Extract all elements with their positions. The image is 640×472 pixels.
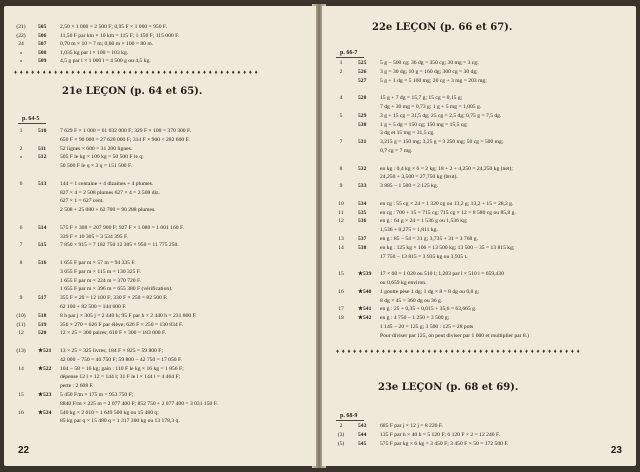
problem-number: 533 bbox=[358, 183, 367, 190]
solution-text: 24,250 + 3,500 = 27,750 kg (brut). bbox=[380, 174, 458, 181]
exercise-ref: 9 bbox=[19, 295, 23, 302]
problem-number: 534 bbox=[358, 200, 367, 207]
ornament-divider: ♦ ♦ ♦ ♦ ♦ ♦ ♦ ♦ ♦ ♦ ♦ ♦ ♦ ♦ ♦ ♦ ♦ ♦ ♦ ♦ ♦ ♦ ♦ ♦ ♦ ♦ ♦ ♦ ♦ ♦ ♦ ♦ ♦ ♦ ♦ ♦ ♦ ♦ ♦ ♦ ♦ ♦ ♦ bbox=[336, 349, 581, 355]
solution-text: 15 g + 7 dg = 15,7 g; 15 cg = 0,15 g; bbox=[380, 95, 463, 102]
solution-text: 827 × 4 = 2 508 plumes 627 × 4 = 2 508 diz. bbox=[60, 189, 160, 196]
problem-number: 507 bbox=[38, 41, 47, 48]
problem-number: 538 bbox=[358, 244, 367, 251]
exercise-ref: 12 bbox=[338, 218, 344, 225]
problem-number: 545 bbox=[358, 440, 367, 447]
section-label-top: p. 66-7 bbox=[340, 50, 358, 56]
solution-text: 5 g + 1 dg = 5 100 mg; 20 cg + 3 mg = 203 mg; bbox=[380, 77, 487, 84]
exercise-ref: 13 bbox=[338, 236, 344, 242]
section-label: p. 64-5 bbox=[22, 116, 40, 122]
solution-text: en cg : 700 + 15 = 715 cg; 715 cg × 12 = 8 580 cg ou 85,8 g. bbox=[380, 209, 516, 216]
solution-text: en g : 85 − 54 = 31 g; 3,735 + 31 = 3 768 g. bbox=[380, 236, 478, 242]
lesson-title-bottom: 23e LEÇON (p. 68 et 69). bbox=[378, 382, 519, 393]
solution-text: Pour diviser par 125, on peut diviser par 1 000 et multiplier par 8.) bbox=[380, 332, 529, 339]
solution-text: 135 F par h × 40 h = 5 120 F; 6 120 F × 2 = 12 240 F. bbox=[380, 431, 501, 438]
problem-number: ★521 bbox=[38, 348, 52, 354]
solution-text: 575 F par kg × 6 kg = 3 450 F; 3 450 F × 50 = 172 500 F. bbox=[380, 440, 509, 447]
solution-text: 1 g + 5 dg = 150 cg; 150 mg = 15,5 cg; bbox=[380, 121, 468, 128]
page-number: 23 bbox=[610, 445, 622, 456]
problem-number: 510 bbox=[38, 128, 47, 134]
solution-text: ou 0,659 kg environ. bbox=[380, 280, 427, 286]
solution-text: 7 850 × 915 = 7 182 750 12 305 × 950 = 11 775 250. bbox=[60, 242, 179, 249]
problem-number: ★524 bbox=[38, 409, 52, 416]
solution-text: 1 655 F par m × 396 m = 655 380 F (vérification). bbox=[60, 286, 173, 293]
problem-number: 506 bbox=[38, 32, 47, 39]
problem-number: 528 bbox=[358, 95, 367, 102]
exercise-ref: » bbox=[19, 58, 23, 65]
exercise-ref: (10) bbox=[16, 312, 26, 319]
problem-number: 514 bbox=[38, 224, 47, 231]
solution-text: 3 g = 30 dg; 10 g = 160 dg; 300 cg = 30 dg; bbox=[380, 68, 478, 75]
exercise-ref: (5) bbox=[337, 440, 345, 447]
solution-text: 1 goutte pèse 1 dg; 1 dg × 8 = 8 dg ou 0,8 g; bbox=[380, 288, 480, 295]
problem-number: 543 bbox=[358, 423, 367, 429]
solution-text: 3 885 − 1 500 = 2 125 kg. bbox=[380, 183, 439, 190]
solution-text: en g : 4 750 − 1 250 = 3 500 g; bbox=[380, 315, 450, 322]
exercise-ref: 2 bbox=[19, 145, 23, 152]
solution-text: 650 F × 90 000 = 27 620 000 F; 314 F × 900 = 282 600 F. bbox=[60, 136, 190, 143]
problem-number: 531 bbox=[358, 139, 367, 146]
problem-number: 516 bbox=[38, 260, 47, 266]
problem-number: 517 bbox=[38, 295, 47, 302]
solution-text: 3,215 g = 150 mg; 3,25 g = 3 250 mg; 50 cg = 500 mg; bbox=[380, 139, 504, 146]
problem-number: 525 bbox=[358, 60, 367, 66]
exercise-ref: 9 bbox=[339, 183, 343, 190]
exercise-ref: 18 bbox=[338, 315, 344, 322]
exercise-ref: 6 bbox=[19, 224, 23, 231]
section-label-bottom: p. 68-9 bbox=[340, 413, 358, 419]
exercise-ref: 8 bbox=[19, 260, 23, 266]
right-page bbox=[322, 6, 636, 466]
solution-text: 3 655 F par m × 115 m = 130 325 F. bbox=[60, 268, 141, 275]
exercise-ref: 10 bbox=[338, 200, 344, 207]
solution-text: 7 dg + 30 mg = 0,73 g; 1 g + 5 mg = 1,005 g. bbox=[380, 104, 482, 110]
section-rule bbox=[18, 123, 46, 124]
solution-text: 1 655 F par m × 57 m = 94 335 F. bbox=[60, 260, 136, 266]
exercise-ref: 16 bbox=[338, 288, 344, 295]
problem-number: 512 bbox=[38, 154, 47, 161]
problem-number: ★540 bbox=[358, 288, 372, 295]
exercise-ref: 2 bbox=[339, 68, 343, 75]
solution-text: 2 508 + 25 080 + 62 700 = 90 288 plumes. bbox=[60, 207, 156, 214]
exercise-ref: 7 bbox=[339, 139, 343, 146]
solution-text: 13 × 25 = 325 livres; 184 F × 825 = 59 800 F; bbox=[60, 348, 163, 354]
solution-text: 540 kg × 2 610 = 1 649 500 kg ou 15 480 q; bbox=[60, 409, 159, 416]
lesson-title-top: 22e LEÇON (p. 66 et 67). bbox=[372, 22, 513, 33]
left-page bbox=[4, 6, 316, 466]
exercise-ref: (3) bbox=[337, 431, 345, 438]
solution-text: 1 145 − 20 = 125 g; 3 500 : 125 = 28 pots bbox=[380, 324, 474, 330]
exercise-ref: 16 bbox=[18, 409, 24, 416]
exercise-ref: (11) bbox=[16, 321, 26, 328]
problem-number: 505 bbox=[38, 24, 47, 30]
problem-number: 518 bbox=[38, 312, 47, 319]
problem-number: ★539 bbox=[358, 271, 372, 278]
solution-text: 17 × 60 = 1 020 ou 510 l; 1,203 par l × 510 l = 659,430 bbox=[380, 271, 504, 278]
exercise-ref: 14 bbox=[338, 244, 344, 251]
exercise-ref: 15 bbox=[338, 271, 344, 278]
exercise-ref: (13) bbox=[16, 348, 26, 354]
exercise-ref: 1 bbox=[19, 128, 23, 134]
solution-text: 11,50 F par km × 10 km = 115 F; 1 150 F; 115 000 F. bbox=[60, 32, 180, 39]
problem-number: 526 bbox=[358, 68, 367, 75]
exercise-ref: 11 bbox=[338, 209, 344, 216]
problem-number: 515 bbox=[38, 242, 47, 249]
solution-text: 339 F × 10 305 = 3 534 395 F. bbox=[60, 233, 129, 240]
problem-number: 520 bbox=[38, 330, 47, 337]
exercise-ref: 6 bbox=[19, 180, 23, 187]
solution-text: 52 lignes × 600 = 31 200 lignes. bbox=[60, 145, 133, 152]
exercise-ref: 8 bbox=[339, 165, 343, 172]
problem-number: ★522 bbox=[38, 365, 52, 372]
problem-number: ★523 bbox=[38, 392, 52, 398]
solution-text: en kg : 125 kg × 106 = 13 500 kg; 13 500 − 35 = 13 815 kg; bbox=[380, 244, 515, 251]
exercise-ref: 14 bbox=[18, 365, 24, 372]
lesson-title: 21e LEÇON (p. 64 et 65). bbox=[62, 86, 203, 97]
exercise-ref: 24 bbox=[18, 41, 24, 48]
problem-number: 536 bbox=[358, 218, 367, 225]
solution-text: 17 750 − 13 815 = 3 935 kg ou 3,935 t. bbox=[380, 253, 468, 260]
exercise-ref: (22) bbox=[16, 32, 26, 39]
solution-text: 1,035 kg par l × 100 = 103 kg. bbox=[60, 49, 129, 56]
solution-text: 5 450 F/m × 175 m = 953 750 F; bbox=[60, 392, 134, 398]
solution-text: 0,70 m × 10 = 7 m; 0,80 m × 100 = 80 m. bbox=[60, 41, 154, 48]
solution-text: 355 F × 20 = 12 100 F; 330 F × 250 = 82 500 F. bbox=[60, 295, 168, 302]
problem-number: 519 bbox=[38, 321, 47, 328]
exercise-ref: 1 bbox=[339, 60, 343, 66]
problem-number: 529 bbox=[358, 112, 367, 119]
problem-number: ★542 bbox=[358, 315, 372, 322]
solution-text: 42 000 − 750 = 40 750 F; 59 800 − 42 750 = 17 050 F. bbox=[60, 356, 183, 363]
ornament-divider: ♦ ♦ ♦ ♦ ♦ ♦ ♦ ♦ ♦ ♦ ♦ ♦ ♦ ♦ ♦ ♦ ♦ ♦ ♦ ♦ ♦ ♦ ♦ ♦ ♦ ♦ ♦ ♦ ♦ ♦ ♦ ♦ ♦ ♦ ♦ ♦ ♦ ♦ ♦ ♦ ♦ ♦ ♦ bbox=[14, 70, 259, 76]
solution-text: 50 500 F le q × 3 q = 151 500 F. bbox=[60, 163, 133, 170]
problem-number: 513 bbox=[38, 180, 47, 187]
solution-text: 12 × 25 = 300 paires; 610 F × 300 = 183 000 F. bbox=[60, 330, 167, 337]
exercise-ref: 12 bbox=[18, 330, 24, 337]
solution-text: 85 kg par q × 15 480 q = 1 317 300 kg ou 13 178,3 q. bbox=[60, 418, 180, 425]
exercise-ref: 7 bbox=[19, 242, 23, 249]
solution-text: 575 F × 308 = 207 900 F; 927 F × 1 080 = 1 001 160 F. bbox=[60, 224, 185, 231]
exercise-ref: 4 bbox=[339, 95, 343, 102]
solution-text: 627 × 1 = 627 cent. bbox=[60, 198, 104, 205]
solution-text: en kg : 0,4 kg × 6 = 2 kg; 18 + 2 + 4,250 = 24,250 kg (net); bbox=[380, 165, 513, 172]
exercise-ref: 15 bbox=[18, 392, 24, 398]
solution-text: 4,5 g par l × 1 000 l = 4 500 g ou 4,5 kg. bbox=[60, 58, 151, 65]
solution-text: 104 − 58 = 16 kg; gain : 110 F le kg × 16 kg = 1 856 F; bbox=[60, 365, 184, 372]
exercise-ref: 5 bbox=[339, 112, 343, 119]
problem-number: ★541 bbox=[358, 306, 372, 313]
problem-number: 544 bbox=[358, 431, 367, 438]
solution-text: 0,7 cg = 7 mg. bbox=[380, 148, 413, 154]
problem-number: 537 bbox=[358, 236, 367, 242]
section-rule bbox=[336, 420, 364, 421]
exercise-ref: (21) bbox=[16, 24, 26, 30]
problem-number: 532 bbox=[358, 165, 367, 172]
solution-text: 356 × 270 = 626 F par élève; 626 F × 250 = 130 834 F. bbox=[60, 321, 184, 328]
solution-text: 3 g + 15 cg = 31,5 dg; 25 cg = 2,5 dg; 0,75 g = 7,5 dg. bbox=[380, 112, 502, 119]
problem-number: 527 bbox=[358, 77, 367, 84]
solution-text: perte : 2 608 F. bbox=[60, 383, 94, 390]
exercise-ref: » bbox=[19, 154, 23, 161]
problem-number: 509 bbox=[38, 58, 47, 65]
solution-text: 7 629 F × 1 000 = 61 032 000 F; 329 F × 100 = 370 300 F. bbox=[60, 128, 192, 134]
solution-text: en cg : 55 cg × 24 = 1 320 cg ou 13,2 g; 13,2 + 15 = 28,2 g. bbox=[380, 200, 514, 207]
solution-text: 2,50 × 1 000 = 2 500 F; 0,95 F × 1 000 = 950 F. bbox=[60, 24, 167, 30]
section-rule bbox=[336, 57, 364, 58]
problem-number: 530 bbox=[358, 121, 367, 128]
solution-text: 5 g − 500 cg; 36 dg = 350 cg; 30 mg = 3 cg; bbox=[380, 60, 479, 66]
problem-number: 535 bbox=[358, 209, 367, 216]
solution-text: 1,536 + 0,275 = 1,811 kg. bbox=[380, 227, 438, 234]
problem-number: 511 bbox=[38, 145, 47, 152]
solution-text: 1 655 F par m × 224 m = 370 720 F. bbox=[60, 277, 142, 284]
page-number: 22 bbox=[18, 445, 30, 456]
exercise-ref: 2 bbox=[339, 423, 343, 429]
solution-text: 685 F par j × 12 j = 8 220 F. bbox=[380, 423, 443, 429]
solution-text: en g : 64 g × 24 = 1 536 g ou 1,536 kg; bbox=[380, 218, 468, 225]
solution-text: 144 = 1 centaine + 4 dizaines + 4 plumes. bbox=[60, 180, 154, 187]
solution-text: 505 F le kg × 100 kg = 50 500 F le q; bbox=[60, 154, 144, 161]
solution-text: 3 dg et 15 mg = 31,5 cg. bbox=[380, 130, 435, 137]
solution-text: en g : 25 + 0,35 + 0,015 + 35,6 = 63,665 g. bbox=[380, 306, 477, 313]
solution-text: 8840 F/m × 225 m = 2 077 400 F; 852 750 + 2 077 400 = 3 031 150 F. bbox=[60, 400, 218, 407]
exercise-ref: » bbox=[19, 49, 23, 56]
problem-number: 508 bbox=[38, 49, 47, 56]
solution-text: 62 100 + 82 500 = 144 600 F. bbox=[60, 304, 127, 310]
exercise-ref: 17 bbox=[338, 306, 344, 313]
solution-text: dépense 12 l × 12 = 144 l; 31 F le l × 144 l = 4 464 F; bbox=[60, 374, 181, 381]
solution-text: 8 h par j × 305 j = 2 440 h; 95 F par h × 2 440 h = 231 800 F. bbox=[60, 312, 197, 319]
solution-text: 8 dg × 45 = 360 dg ou 36 g. bbox=[380, 297, 443, 304]
